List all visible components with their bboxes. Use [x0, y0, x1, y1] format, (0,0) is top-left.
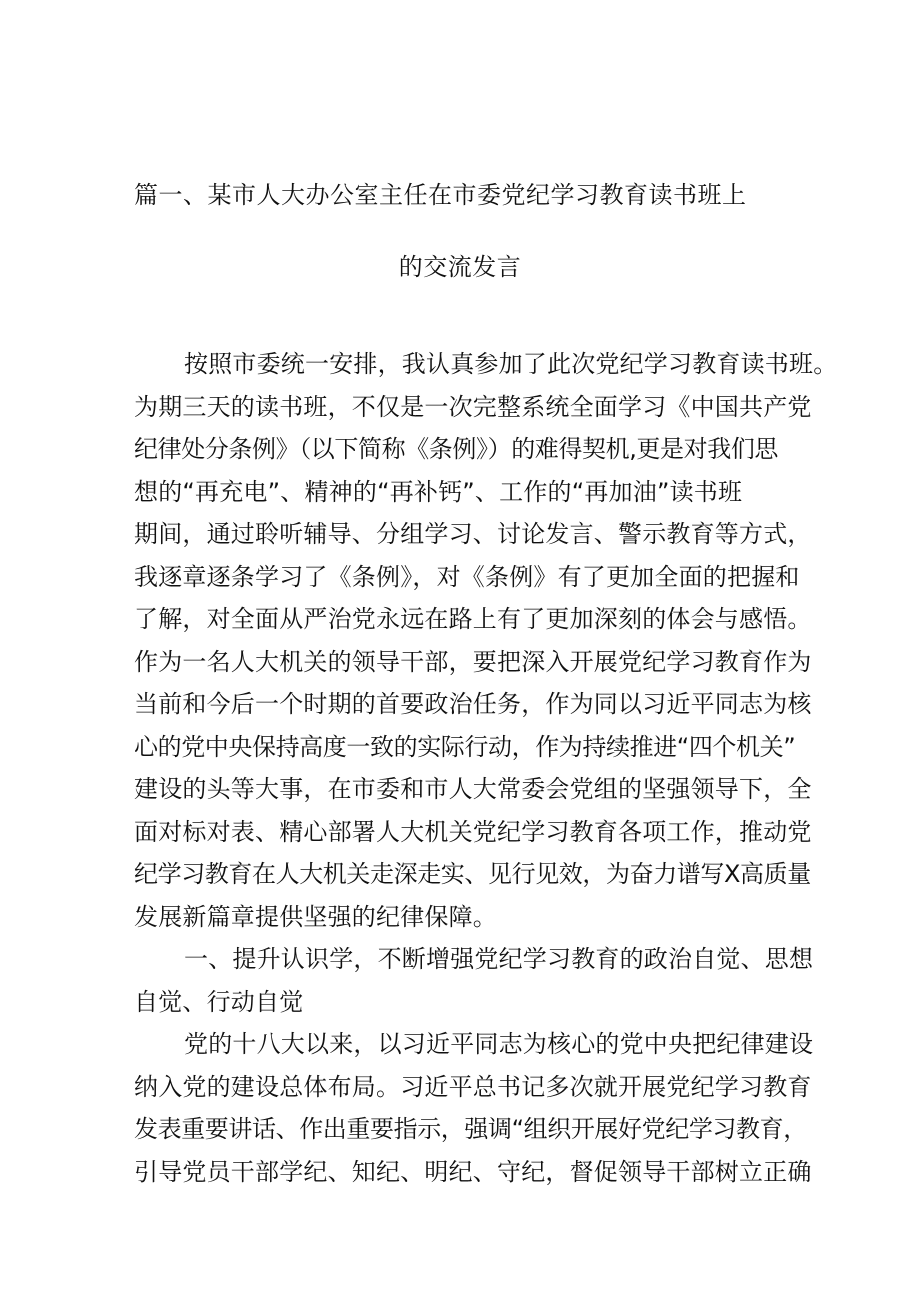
text-line: 作为一名人大机关的领导干部，要把深入开展党纪学习教育作为: [134, 647, 812, 676]
document-body: [134, 343, 838, 1193]
document-title-line-1: 篇一、某市人大办公室主任在市委党纪学习教育读书班上: [134, 181, 747, 209]
document-title-line-2: 的交流发言: [398, 253, 522, 281]
text-line: 引导党员干部学纪、知纪、明纪、守纪，督促领导干部树立正确: [134, 1157, 812, 1186]
text-line: 按照市委统一安排，我认真参加了此次党纪学习教育读书班。: [184, 350, 838, 378]
text-line: 面对标对表、精心部署人大机关党纪学习教育各项工作，推动党: [134, 817, 812, 846]
text-line: 发展新篇章提供坚强的纪律保障。: [134, 902, 497, 931]
text-line: 期间，通过聆听辅导、分组学习、讨论发言、警示教育等方式，: [134, 520, 812, 548]
section-heading-line: 一、提升认识学，不断增强党纪学习教育的政治自觉、思想: [184, 945, 814, 973]
text-line: 发表重要讲话、作出重要指示，强调“组织开展好党纪学习教育，: [134, 1115, 807, 1143]
text-line: 心的党中央保持高度一致的实际行动，作为持续推进“四个机关”: [134, 732, 796, 761]
text-line: 我逐章逐条学习了《条例》，对《条例》有了更加全面的把握和: [134, 562, 800, 591]
section-heading-line: 自觉、行动自觉: [134, 987, 304, 1016]
text-line: 纳入党的建设总体布局。习近平总书记多次就开展党纪学习教育: [134, 1072, 812, 1101]
text-line: 纪学习教育在人大机关走深走实、见行见效，为奋力谱写X高质量: [134, 860, 811, 888]
text-line: 当前和今后一个时期的首要政治任务，作为同以习近平同志为核: [134, 690, 812, 718]
text-line: 了解，对全面从严治党永远在路上有了更加深刻的体会与感悟。: [134, 605, 812, 633]
text-line: 想的“再充电”、精神的“再补钙”、工作的“再加油”读书班: [134, 477, 743, 506]
text-line: 党的十八大以来，以习近平同志为核心的党中央把纪律建设: [184, 1030, 814, 1058]
text-line: 纪律处分条例》（以下简称《条例》）的难得契机,更是对我们思: [134, 435, 779, 463]
text-line: 为期三天的读书班，不仅是一次完整系统全面学习《中国共产党: [134, 392, 812, 421]
text-line: 建设的头等大事，在市委和市人大常委会党组的坚强领导下，全: [134, 775, 812, 803]
